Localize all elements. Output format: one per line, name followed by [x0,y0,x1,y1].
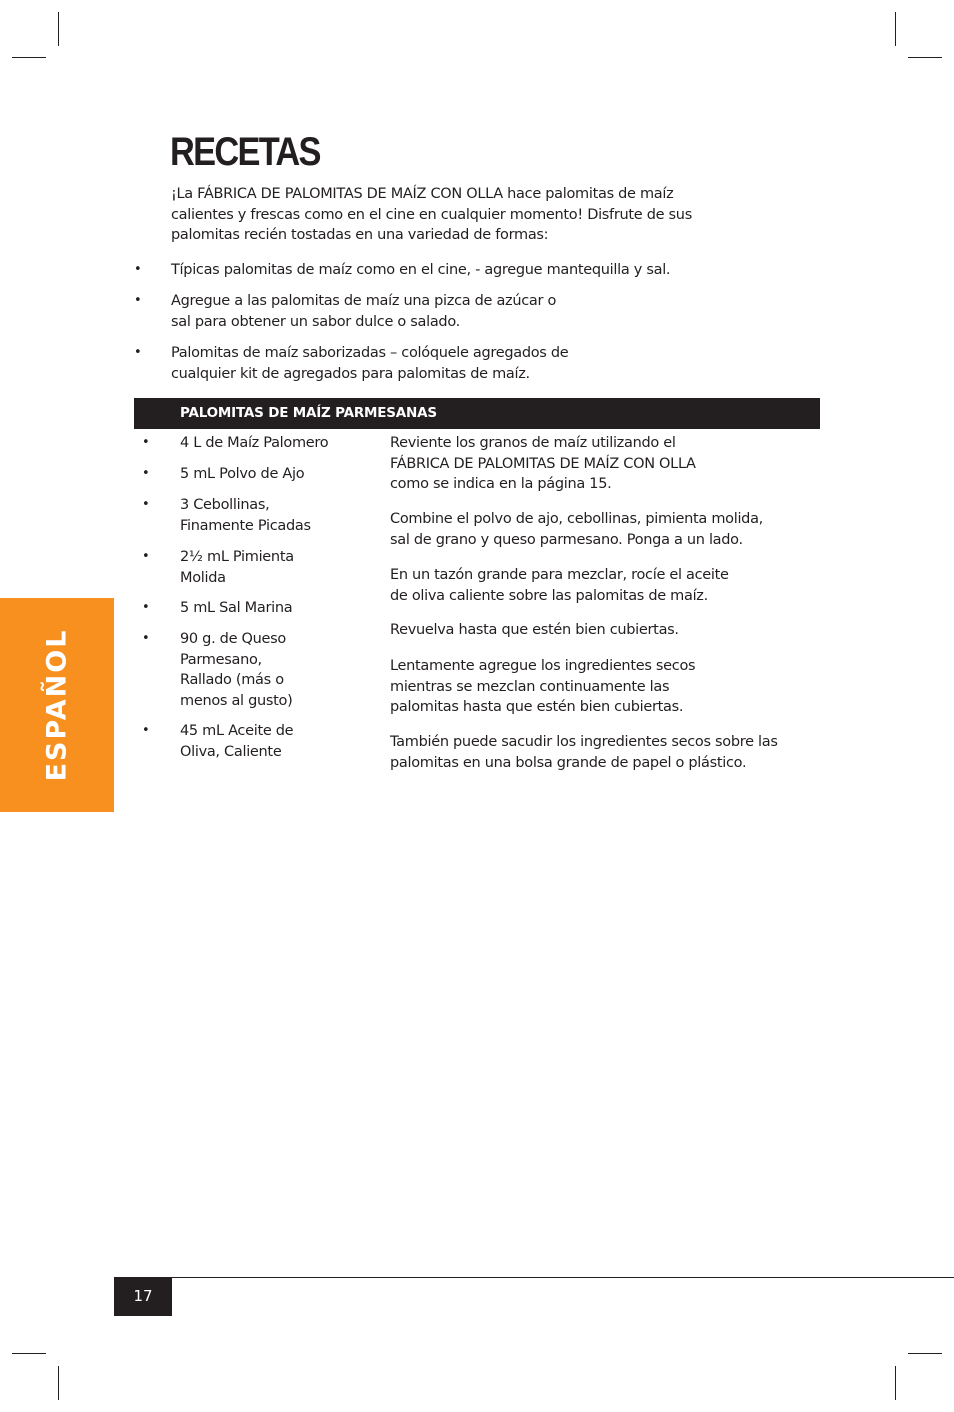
recipe-step: También puede sacudir los ingredientes secos sobre las palomitas en una bolsa grande de papel o plástico. [390,734,778,771]
bullet-marker: • [134,345,142,360]
crop-mark [895,1366,896,1400]
crop-mark [895,12,896,46]
page-number: 17 [133,1287,153,1305]
recipe-step: Revuelva hasta que estén bien cubiertas. [390,622,679,638]
bullet-marker: • [142,549,150,564]
crop-mark [58,12,59,46]
bullet-marker: • [142,723,150,738]
recipe-step: En un tazón grande para mezclar, rocíe el aceite de oliva caliente sobre las palomitas de maíz. [390,567,729,604]
footer-rule [114,1277,954,1278]
ingredient-text: 5 mL Sal Marina [180,600,293,616]
crop-mark [58,1366,59,1400]
bullet-marker: • [134,262,142,277]
ingredient-text: 4 L de Maíz Palomero [180,435,329,451]
bullet-marker: • [142,435,150,450]
ingredient-text: 45 mL Aceite de Oliva, Caliente [180,723,294,760]
page-number-box [114,1277,172,1316]
list-item-text: Típicas palomitas de maíz como en el cine, - agregue mantequilla y sal. [171,262,671,278]
list-item-text: Palomitas de maíz saborizadas – colóquele agregados de cualquier kit de agregados para palomitas de maíz. [171,345,569,382]
bullet-marker: • [134,293,142,308]
ingredient-text: 5 mL Polvo de Ajo [180,466,305,482]
bullet-marker: • [142,631,150,646]
crop-mark [12,1353,46,1354]
recipe-step: Lentamente agregue los ingredientes secos mientras se mezclan continuamente las palomitas hasta que estén bien cubiertas. [390,658,696,715]
recipe-step: Reviente los granos de maíz utilizando el FÁBRICA DE PALOMITAS DE MAÍZ CON OLLA como se indica en la página 15. [390,435,696,492]
recipe-header-bar [134,398,820,429]
bullet-marker: • [142,497,150,512]
recipe-step: Combine el polvo de ajo, cebollinas, pimienta molida, sal de grano y queso parmesano. Ponga a un lado. [390,511,763,548]
language-tab [0,598,114,812]
recipe-title: PALOMITAS DE MAÍZ PARMESANAS [180,405,437,421]
intro-paragraph: ¡La FÁBRICA DE PALOMITAS DE MAÍZ CON OLLA hace palomitas de maíz calientes y frescas como en el cine en cualquier momento! Disfrute de sus palomitas recién tostadas en una variedad de formas: [171,186,692,243]
page-title: RECETAS [170,130,320,174]
crop-mark [908,57,942,58]
ingredient-text: 90 g. de Queso Parmesano, Rallado (más o menos al gusto) [180,631,293,709]
bullet-marker: • [142,600,150,615]
ingredient-text: 2½ mL Pimienta Molida [180,549,294,586]
ingredient-text: 3 Cebollinas, Finamente Picadas [180,497,311,534]
list-item-text: Agregue a las palomitas de maíz una pizca de azúcar o sal para obtener un sabor dulce o salado. [171,293,557,330]
crop-mark [12,57,46,58]
language-label: ESPAÑOL [41,628,73,782]
bullet-marker: • [142,466,150,481]
crop-mark [908,1353,942,1354]
